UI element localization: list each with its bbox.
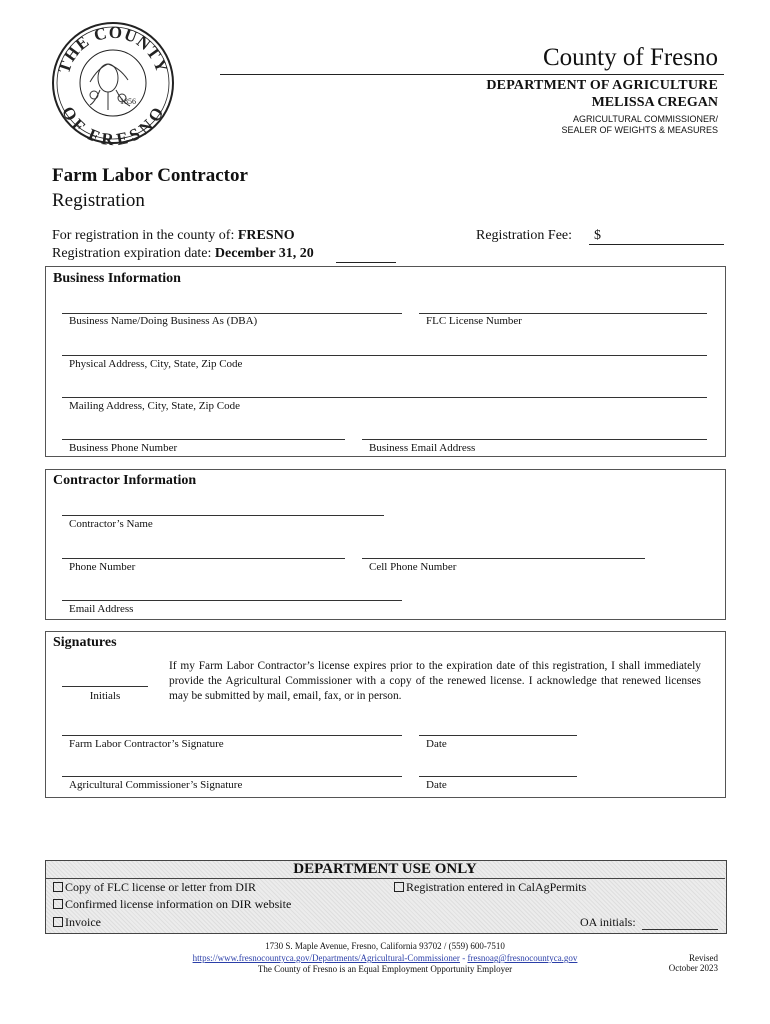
business-phone-field[interactable] bbox=[62, 439, 345, 440]
commissioner-signature-field[interactable] bbox=[62, 776, 402, 777]
registration-expiration-label: Registration expiration date: bbox=[52, 246, 215, 261]
registration-county bbox=[52, 228, 295, 244]
physical-address-field[interactable] bbox=[62, 355, 707, 356]
footer-revised-label: Revised bbox=[689, 953, 718, 963]
check-invoice-item[interactable] bbox=[53, 915, 101, 930]
footer-website-link[interactable]: https://www.fresnocountyca.gov/Departments/Agricultural-Commissioner bbox=[192, 953, 460, 963]
business-information-heading: Business Information bbox=[53, 271, 181, 286]
contractor-cell-label: Cell Phone Number bbox=[369, 561, 457, 573]
contractor-email-label: Email Address bbox=[69, 603, 134, 615]
flc-signature-label: Farm Labor Contractor’s Signature bbox=[69, 738, 224, 750]
contractor-cell-field[interactable] bbox=[362, 558, 645, 559]
footer-email-link[interactable]: fresnoag@fresnocountyca.gov bbox=[467, 953, 578, 963]
oa-initials-label: OA initials: bbox=[580, 915, 636, 929]
flc-signature-date-label: Date bbox=[426, 738, 447, 750]
footer-revised bbox=[669, 953, 718, 973]
check-registration-item[interactable] bbox=[394, 880, 586, 895]
footer-separator: - bbox=[459, 953, 468, 963]
checkbox-invoice[interactable] bbox=[53, 917, 63, 927]
initials-field[interactable] bbox=[62, 686, 148, 687]
check-confirmed-label: Confirmed license information on DIR website bbox=[65, 897, 292, 911]
footer-eoe: The County of Fresno is an Equal Employment Opportunity Employer bbox=[257, 964, 513, 974]
contractor-information-section bbox=[45, 469, 726, 620]
license-statement: If my Farm Labor Contractor’s license expires prior to the expiration date of this registration, I shall immediately provide the Agricultural Commissioner with a copy of the renewed license. I acknowledge that renewed licenses may be submitted by mail, email, fax, or in person. bbox=[169, 660, 701, 702]
commissioner-title-line1: AGRICULTURAL COMMISSIONER/ bbox=[572, 114, 718, 124]
check-registration-label: Registration entered in CalAgPermits bbox=[406, 880, 587, 894]
svg-text:THE COUNTY: THE COUNTY bbox=[54, 22, 172, 76]
mailing-address-field[interactable] bbox=[62, 397, 707, 398]
footer-revised-date: October 2023 bbox=[668, 963, 718, 973]
county-name: County of Fresno bbox=[543, 44, 718, 71]
contractor-name-field[interactable] bbox=[62, 515, 384, 516]
check-copy-item[interactable] bbox=[53, 880, 256, 895]
form-title: Farm Labor Contractor bbox=[52, 165, 248, 186]
business-email-label: Business Email Address bbox=[369, 442, 476, 454]
business-name-field[interactable] bbox=[62, 313, 402, 314]
commissioner-signature-date-label: Date bbox=[426, 779, 447, 791]
initials-label: Initials bbox=[89, 690, 121, 702]
expiration-year-field[interactable] bbox=[336, 262, 396, 263]
check-invoice-label: Invoice bbox=[65, 915, 101, 929]
department-name: DEPARTMENT OF AGRICULTURE bbox=[486, 78, 718, 93]
registration-county-label: For registration in the county of: bbox=[52, 228, 238, 243]
flc-signature-field[interactable] bbox=[62, 735, 402, 736]
form-subtitle: Registration bbox=[52, 190, 145, 211]
county-seal-logo bbox=[50, 20, 176, 146]
mailing-address-label: Mailing Address, City, State, Zip Code bbox=[69, 400, 240, 412]
signatures-section bbox=[45, 631, 726, 798]
oa-initials-field[interactable] bbox=[642, 929, 718, 930]
registration-county-value: FRESNO bbox=[237, 228, 295, 243]
check-copy-label: Copy of FLC license or letter from DIR bbox=[65, 880, 256, 894]
registration-fee-field[interactable] bbox=[589, 244, 724, 245]
contractor-phone-label: Phone Number bbox=[69, 561, 136, 573]
flc-signature-date-field[interactable] bbox=[419, 735, 577, 736]
contractor-information-heading: Contractor Information bbox=[53, 473, 197, 488]
checkbox-confirmed[interactable] bbox=[53, 899, 63, 909]
contractor-name-label: Contractor’s Name bbox=[69, 518, 153, 530]
svg-text:OF FRESNO: OF FRESNO bbox=[58, 103, 168, 146]
physical-address-label: Physical Address, City, State, Zip Code bbox=[69, 358, 243, 370]
header-rule bbox=[220, 74, 724, 75]
department-use-heading: DEPARTMENT USE ONLY bbox=[45, 860, 725, 879]
contractor-email-field[interactable] bbox=[62, 600, 402, 601]
business-name-label: Business Name/Doing Business As (DBA) bbox=[69, 315, 258, 327]
flc-license-field[interactable] bbox=[419, 313, 707, 314]
commissioner-name: MELISSA CREGAN bbox=[591, 95, 718, 110]
footer-address: 1730 S. Maple Avenue, Fresno, California 93702 / (559) 600-7510 bbox=[265, 941, 505, 951]
checkbox-copy[interactable] bbox=[53, 882, 63, 892]
commissioner-title bbox=[561, 114, 718, 136]
commissioner-title-line2: SEALER OF WEIGHTS & MEASURES bbox=[561, 125, 718, 135]
registration-expiration-value: December 31, 20 bbox=[214, 246, 314, 261]
check-confirmed-item[interactable] bbox=[53, 897, 291, 912]
commissioner-signature-date-field[interactable] bbox=[419, 776, 577, 777]
checkbox-registration[interactable] bbox=[394, 882, 404, 892]
flc-license-label: FLC License Number bbox=[426, 315, 522, 327]
registration-expiration bbox=[52, 246, 314, 262]
svg-text:1856: 1856 bbox=[120, 97, 136, 106]
contractor-phone-field[interactable] bbox=[62, 558, 345, 559]
signatures-heading: Signatures bbox=[53, 635, 117, 650]
business-phone-label: Business Phone Number bbox=[69, 442, 178, 454]
footer-links bbox=[120, 953, 650, 963]
business-email-field[interactable] bbox=[362, 439, 707, 440]
registration-fee-label: Registration Fee: bbox=[476, 228, 573, 243]
registration-fee-currency: $ bbox=[594, 228, 601, 243]
commissioner-signature-label: Agricultural Commissioner’s Signature bbox=[69, 779, 243, 791]
